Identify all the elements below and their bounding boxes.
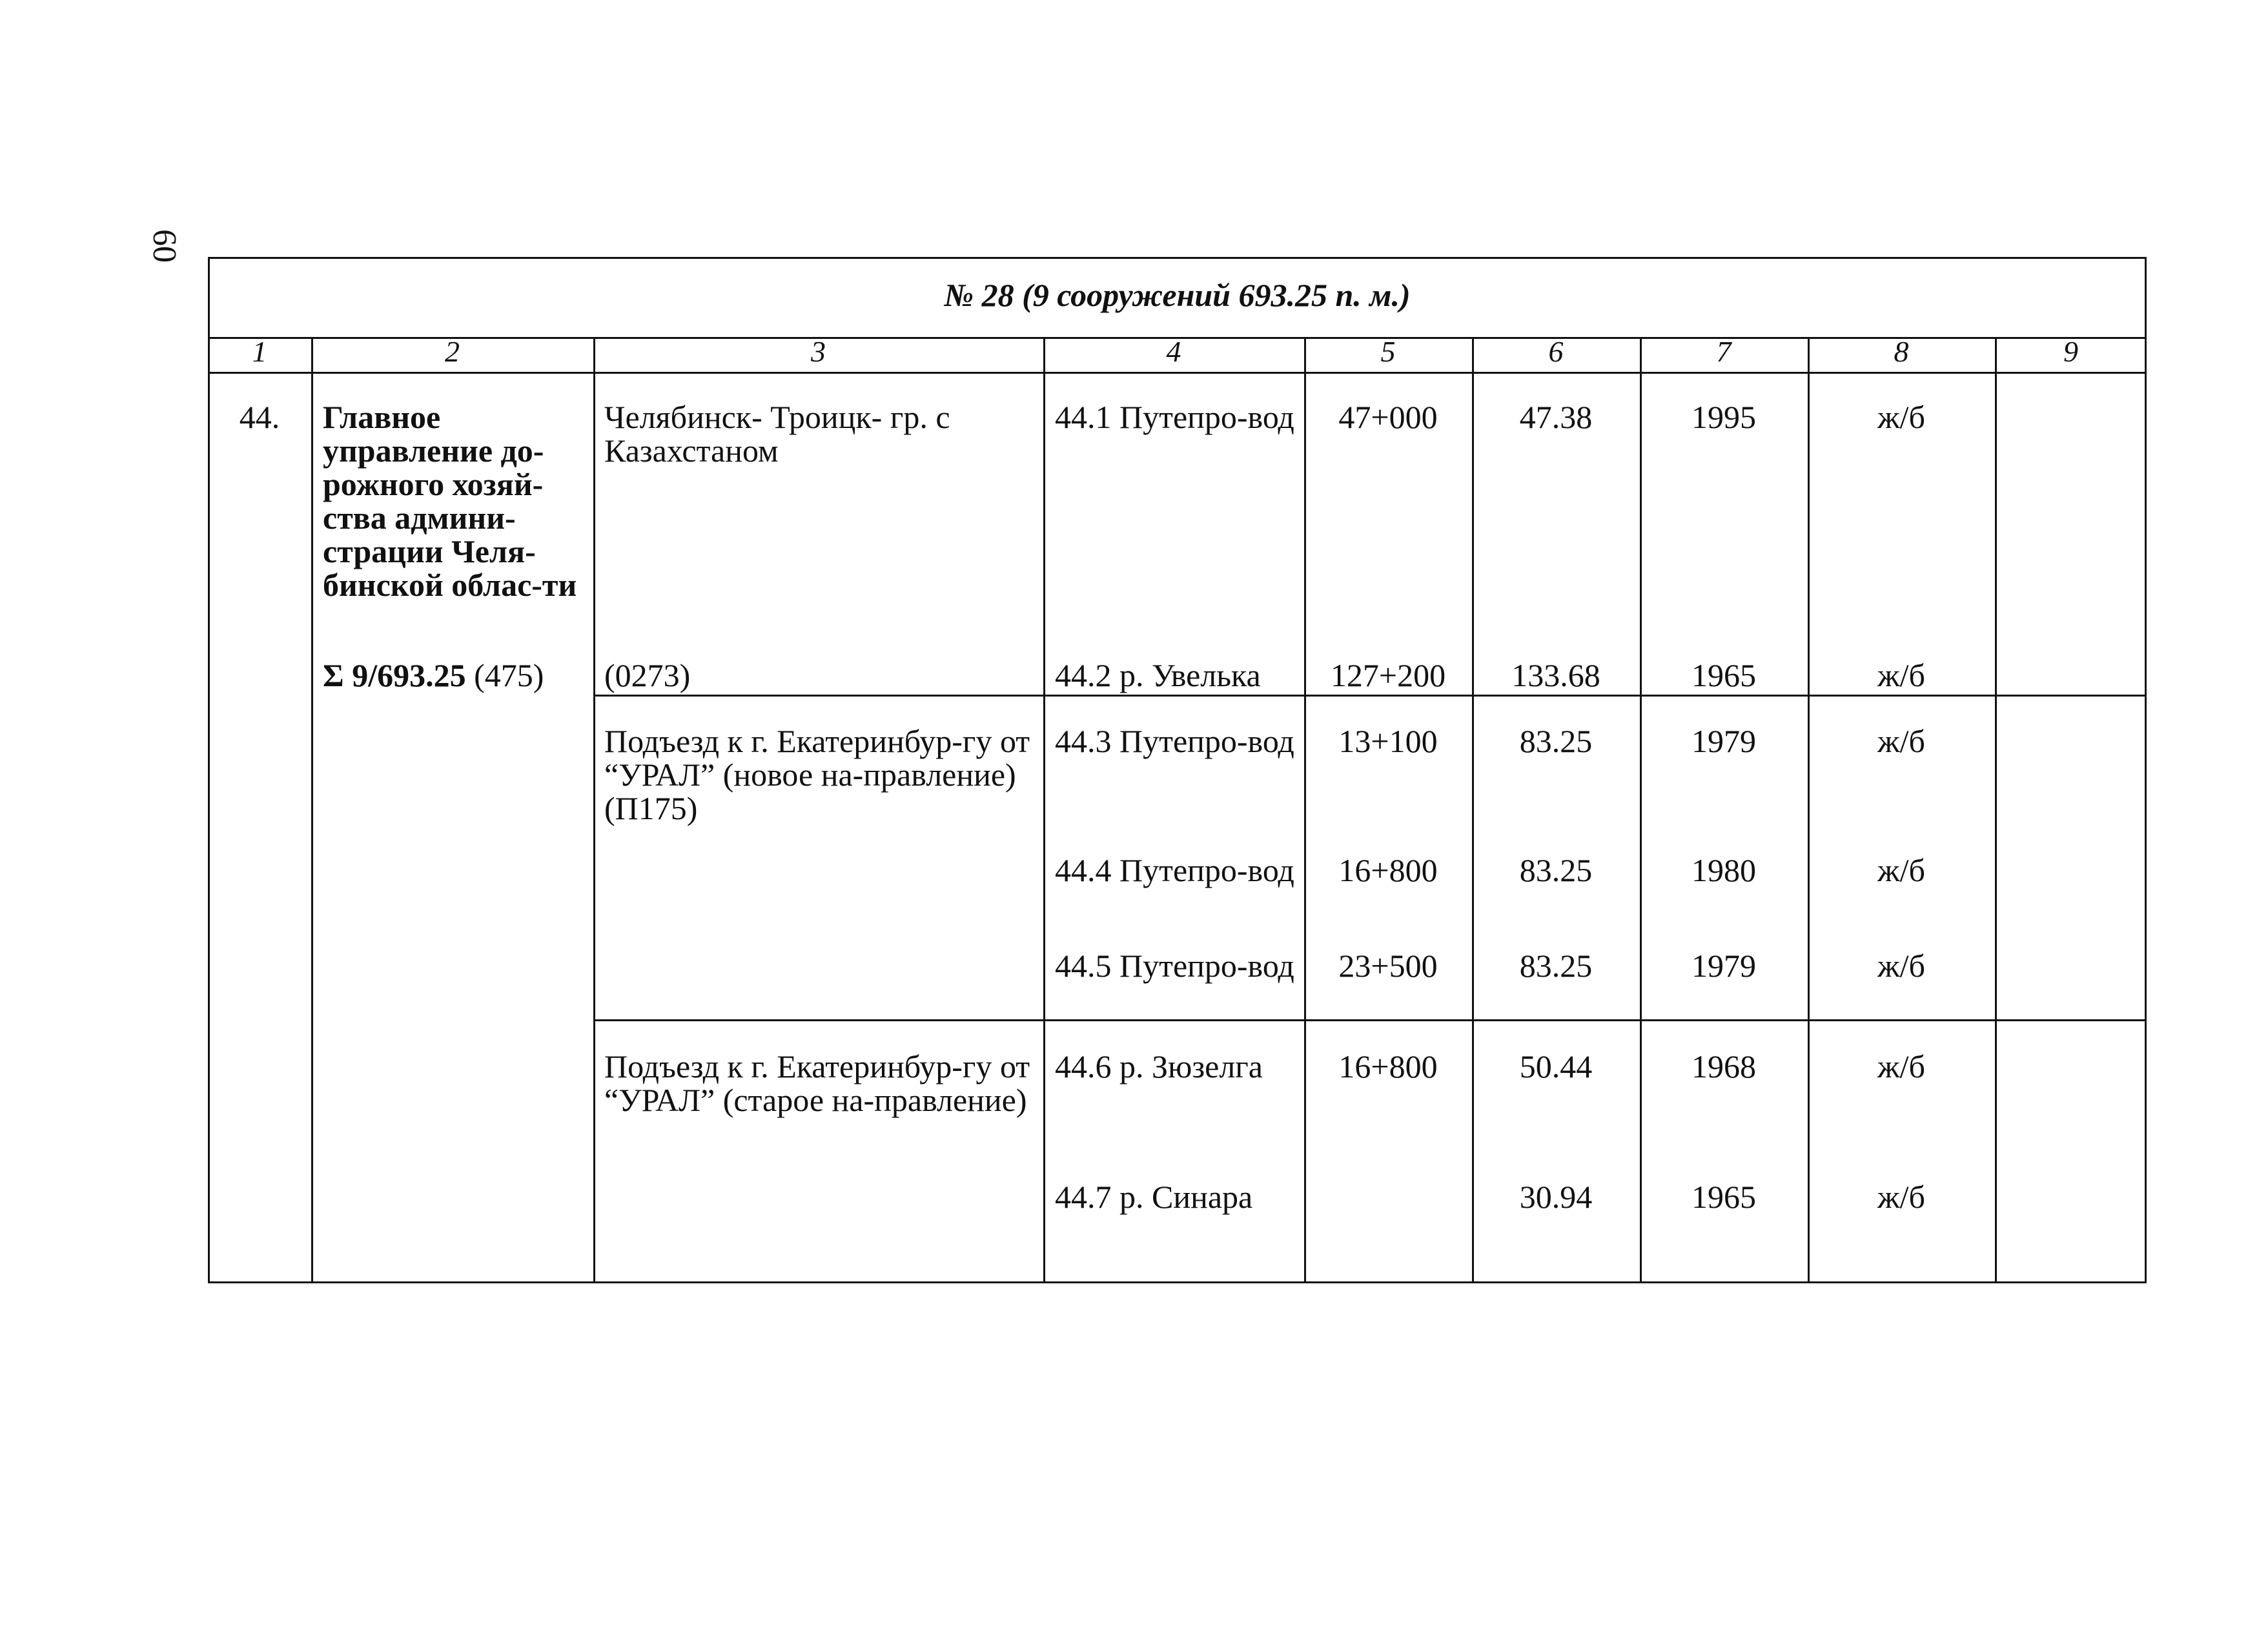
road-name-1: Челябинск- Троицк- гр. с Казахстаном	[604, 399, 950, 469]
structure-km-3: 13+100	[1338, 723, 1438, 759]
header-bottom-rule	[208, 372, 2147, 374]
col-number-5: 5	[1380, 335, 1396, 368]
summary-extra: (475)	[465, 657, 544, 693]
structure-km-5: 23+500	[1338, 948, 1438, 984]
structure-name-2: 44.2 р. Увелька	[1055, 657, 1261, 693]
structure-length-5: 83.25	[1519, 948, 1593, 984]
organization-summary	[323, 658, 594, 692]
col-divider-4	[1304, 337, 1306, 1283]
structure-length-6: 50.44	[1519, 1048, 1593, 1085]
col-number-7: 7	[1716, 335, 1732, 368]
structure-km-6: 16+800	[1338, 1048, 1438, 1085]
structure-km-4: 16+800	[1338, 852, 1438, 888]
organization-name: Главное управление до-рожного хозяй-ства админи-страции Челя-бинской облас-ти	[323, 399, 577, 603]
structure-name-3: 44.3 Путепро-вод	[1055, 723, 1294, 759]
col-divider-5	[1472, 337, 1474, 1283]
structure-length-7: 30.94	[1519, 1179, 1593, 1215]
structure-length-2: 133.68	[1511, 657, 1600, 693]
col-number-1: 1	[252, 335, 267, 368]
page-number: 60	[146, 229, 183, 263]
structure-year-4: 1980	[1691, 852, 1756, 888]
road-name-2: Подъезд к г. Екатеринбур-гу от “УРАЛ” (новое на-правление) (П175)	[604, 723, 1030, 826]
structure-name-5: 44.5 Путепро-вод	[1055, 948, 1294, 984]
structure-material-1: ж/б	[1877, 399, 1925, 435]
col-divider-7	[1808, 337, 1810, 1283]
structure-km-2: 127+200	[1330, 657, 1446, 693]
entry-number: 44.	[239, 399, 280, 435]
structure-material-2: ж/б	[1877, 657, 1925, 693]
structure-year-5: 1979	[1691, 948, 1756, 984]
structure-km-1: 47+000	[1338, 399, 1438, 435]
col-divider-2	[593, 337, 595, 1283]
road-code-1: (0273)	[604, 657, 691, 693]
structures-table	[208, 257, 2147, 1283]
structure-year-6: 1968	[1691, 1048, 1756, 1085]
col-number-3: 3	[811, 335, 826, 368]
summary-total: Σ 9/693.25	[323, 657, 466, 693]
structure-year-7: 1965	[1691, 1179, 1756, 1215]
road-name-3: Подъезд к г. Екатеринбур-гу от “УРАЛ” (старое на-правление)	[604, 1048, 1030, 1118]
structure-name-7: 44.7 р. Синара	[1055, 1179, 1253, 1215]
table-title: № 28 (9 сооружений 693.25 п. м.)	[944, 277, 1411, 313]
structure-name-4: 44.4 Путепро-вод	[1055, 852, 1294, 888]
col-number-6: 6	[1548, 335, 1564, 368]
col-divider-3	[1043, 337, 1045, 1283]
col-number-9: 9	[2063, 335, 2078, 368]
structure-year-1: 1995	[1691, 399, 1756, 435]
col-divider-1	[311, 337, 313, 1283]
structure-name-6: 44.6 р. Зюзелга	[1055, 1048, 1263, 1085]
col-divider-6	[1640, 337, 1642, 1283]
structure-length-1: 47.38	[1519, 399, 1593, 435]
structure-material-5: ж/б	[1877, 948, 1925, 984]
structure-year-2: 1965	[1691, 657, 1756, 693]
structure-material-4: ж/б	[1877, 852, 1925, 888]
road-separator-1	[594, 695, 2147, 697]
col-number-4: 4	[1166, 335, 1181, 368]
structure-name-1: 44.1 Путепро-вод	[1055, 399, 1294, 435]
structure-material-3: ж/б	[1877, 723, 1925, 759]
col-divider-8	[1995, 337, 1997, 1283]
road-separator-2	[594, 1019, 2147, 1021]
structure-year-3: 1979	[1691, 723, 1756, 759]
col-number-8: 8	[1894, 335, 1909, 368]
col-number-2: 2	[445, 335, 460, 368]
structure-material-6: ж/б	[1877, 1048, 1925, 1085]
structure-length-3: 83.25	[1519, 723, 1593, 759]
structure-length-4: 83.25	[1519, 852, 1593, 888]
structure-material-7: ж/б	[1877, 1179, 1925, 1215]
